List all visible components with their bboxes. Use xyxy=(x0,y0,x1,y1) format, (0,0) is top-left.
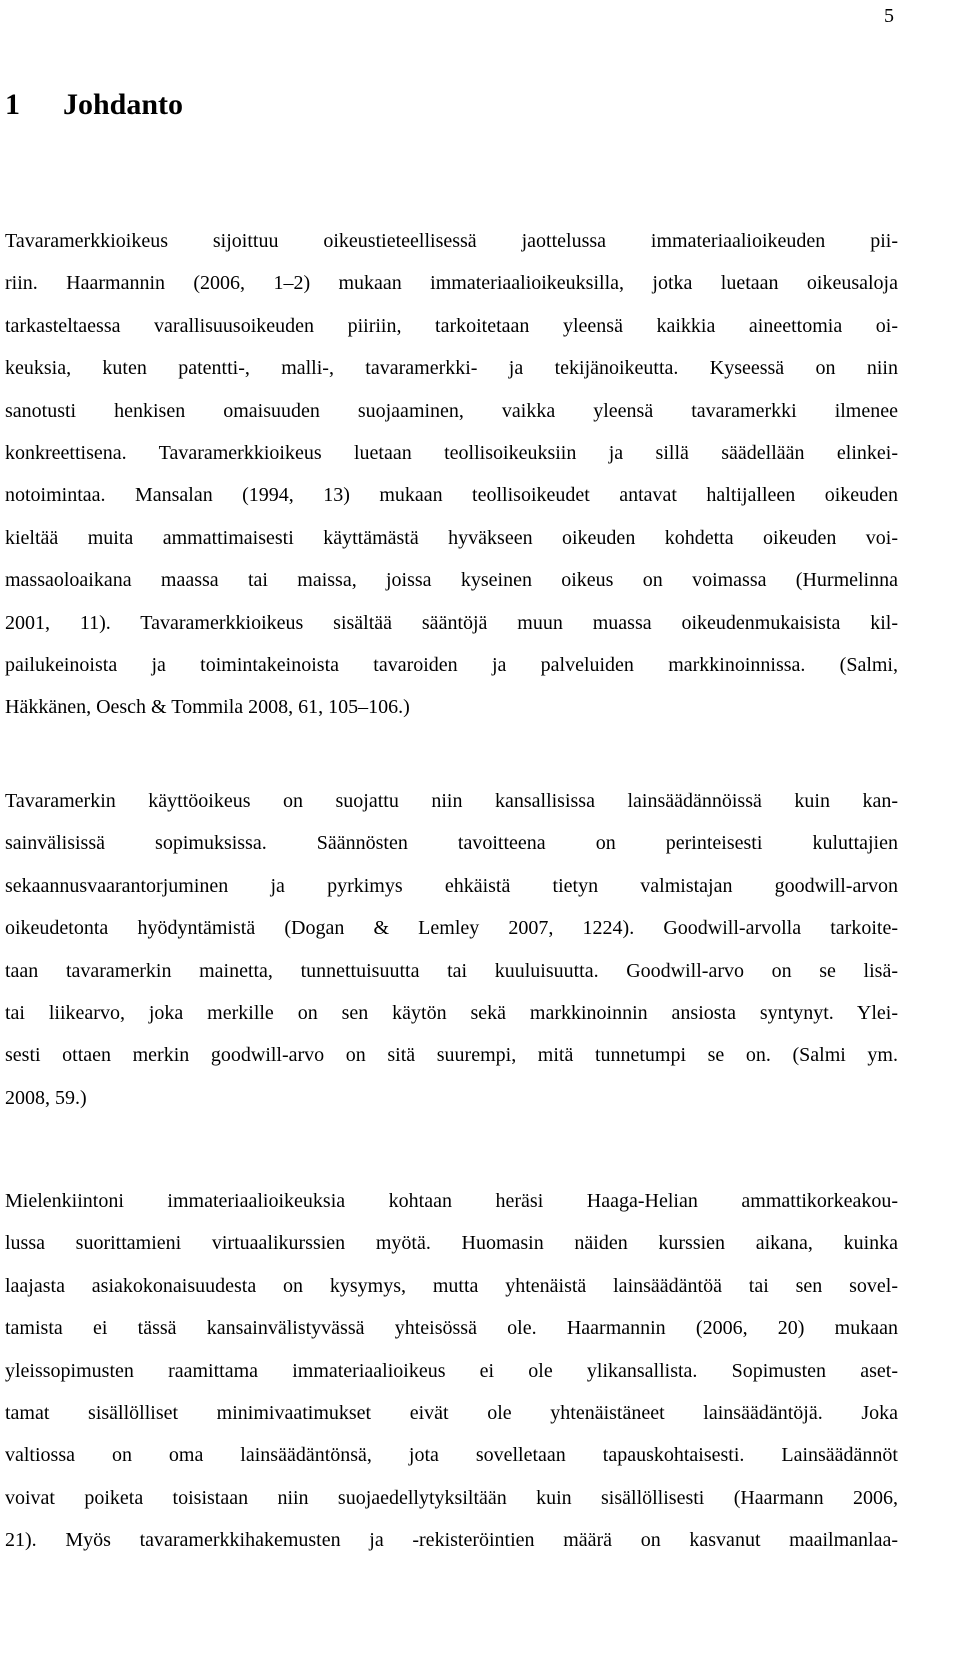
text-line: kieltää muita ammattimaisesti käyttämästä hyväkseen oikeuden kohdetta oikeuden voi- xyxy=(5,526,898,549)
text-line: sesti ottaen merkin goodwill-arvo on sitä suurempi, mitä tunnetumpi se on. (Salmi ym. xyxy=(5,1044,898,1067)
text-line: voivat poiketa toisistaan niin suojaedellytyksiltään kuin sisällöllisesti (Haarmann 2006, xyxy=(5,1486,898,1509)
text-line: 21). Myös tavaramerkkihakemusten ja -rekisteröintien määrä on kasvanut maailmanlaa- xyxy=(5,1529,898,1552)
text-line: pailukeinoista ja toimintakeinoista tavaroiden ja palveluiden markkinoinnissa. (Salmi, xyxy=(5,654,898,677)
text-line: Tavaramerkin käyttöoikeus on suojattu niin kansallisissa lainsäädännöissä kuin kan- xyxy=(5,790,898,812)
text-line: riin. Haarmannin (2006, 1–2) mukaan immateriaalioikeuksilla, jotka luetaan oikeusaloja xyxy=(5,272,898,295)
text-line: Tavaramerkkioikeus sijoittuu oikeustieteellisessä jaottelussa immateriaalioikeuden pii- xyxy=(5,230,898,252)
text-line: valtiossa on oma lainsäädäntönsä, jota sovelletaan tapauskohtaisesti. Lainsäädännöt xyxy=(5,1444,898,1467)
text-line: yleissopimusten raamittama immateriaalioikeus ei ole ylikansallista. Sopimusten aset- xyxy=(5,1359,898,1382)
text-line: tai liikearvo, joka merkille on sen käytön sekä markkinoinnin ansiosta syntynyt. Ylei- xyxy=(5,1002,898,1025)
text-line: keuksia, kuten patentti-, malli-, tavaramerkki- ja tekijänoikeutta. Kyseessä on niin xyxy=(5,357,898,380)
text-line: tamista ei tässä kansainvälistyvässä yhteisössä ole. Haarmannin (2006, 20) mukaan xyxy=(5,1317,898,1340)
text-line: konkreettisena. Tavaramerkkioikeus luetaan teollisoikeuksiin ja sillä säädellään elinkei- xyxy=(5,442,898,465)
text-line: Häkkänen, Oesch & Tommila 2008, 61, 105–106.) xyxy=(5,696,410,719)
text-line: Mielenkiintoni immateriaalioikeuksia kohtaan heräsi Haaga-Helian ammattikorkeakou- xyxy=(5,1190,898,1212)
text-line: 2001, 11). Tavaramerkkioikeus sisältää sääntöjä muun muassa oikeudenmukaisista kil- xyxy=(5,611,898,634)
text-line: oikeudetonta hyödyntämistä (Dogan & Lemley 2007, 1224). Goodwill-arvolla tarkoite- xyxy=(5,917,898,940)
chapter-title: Johdanto xyxy=(63,88,184,121)
text-line: sainvälisissä sopimuksissa. Säännösten tavoitteena on perinteisesti kuluttajien xyxy=(5,832,898,855)
chapter-heading xyxy=(5,85,183,125)
chapter-number: 1 xyxy=(5,88,20,121)
text-line: 2008, 59.) xyxy=(5,1086,87,1109)
text-line: laajasta asiakokonaisuudesta on kysymys, mutta yhtenäistä lainsäädäntöä tai sen sovel- xyxy=(5,1274,898,1297)
paragraph-1 xyxy=(5,220,898,729)
text-line: tarkasteltaessa varallisuusoikeuden piiriin, tarkoitetaan yleensä kaikkia aineettomia oi- xyxy=(5,314,898,337)
text-line: notoimintaa. Mansalan (1994, 13) mukaan teollisoikeudet antavat haltijalleen oikeuden xyxy=(5,484,898,507)
text-line: lussa suorittamieni virtuaalikurssien myötä. Huomasin näiden kurssien aikana, kuinka xyxy=(5,1232,898,1255)
text-line: tamat sisällölliset minimivaatimukset eivät ole yhtenäistäneet lainsäädäntöjä. Joka xyxy=(5,1402,898,1425)
text-line: massaoloaikana maassa tai maissa, joissa kyseinen oikeus on voimassa (Hurmelinna xyxy=(5,569,898,592)
text-line: sekaannusvaarantorjuminen ja pyrkimys ehkäistä tietyn valmistajan goodwill-arvon xyxy=(5,874,898,897)
text-line: sanotusti henkisen omaisuuden suojaaminen, vaikka yleensä tavaramerkki ilmenee xyxy=(5,399,898,422)
page-number: 5 xyxy=(884,5,894,27)
paragraph-2 xyxy=(5,780,898,1119)
text-line: taan tavaramerkin mainetta, tunnettuisuutta tai kuuluisuutta. Goodwill-arvo on se lisä- xyxy=(5,959,898,982)
paragraph-3 xyxy=(5,1180,898,1562)
